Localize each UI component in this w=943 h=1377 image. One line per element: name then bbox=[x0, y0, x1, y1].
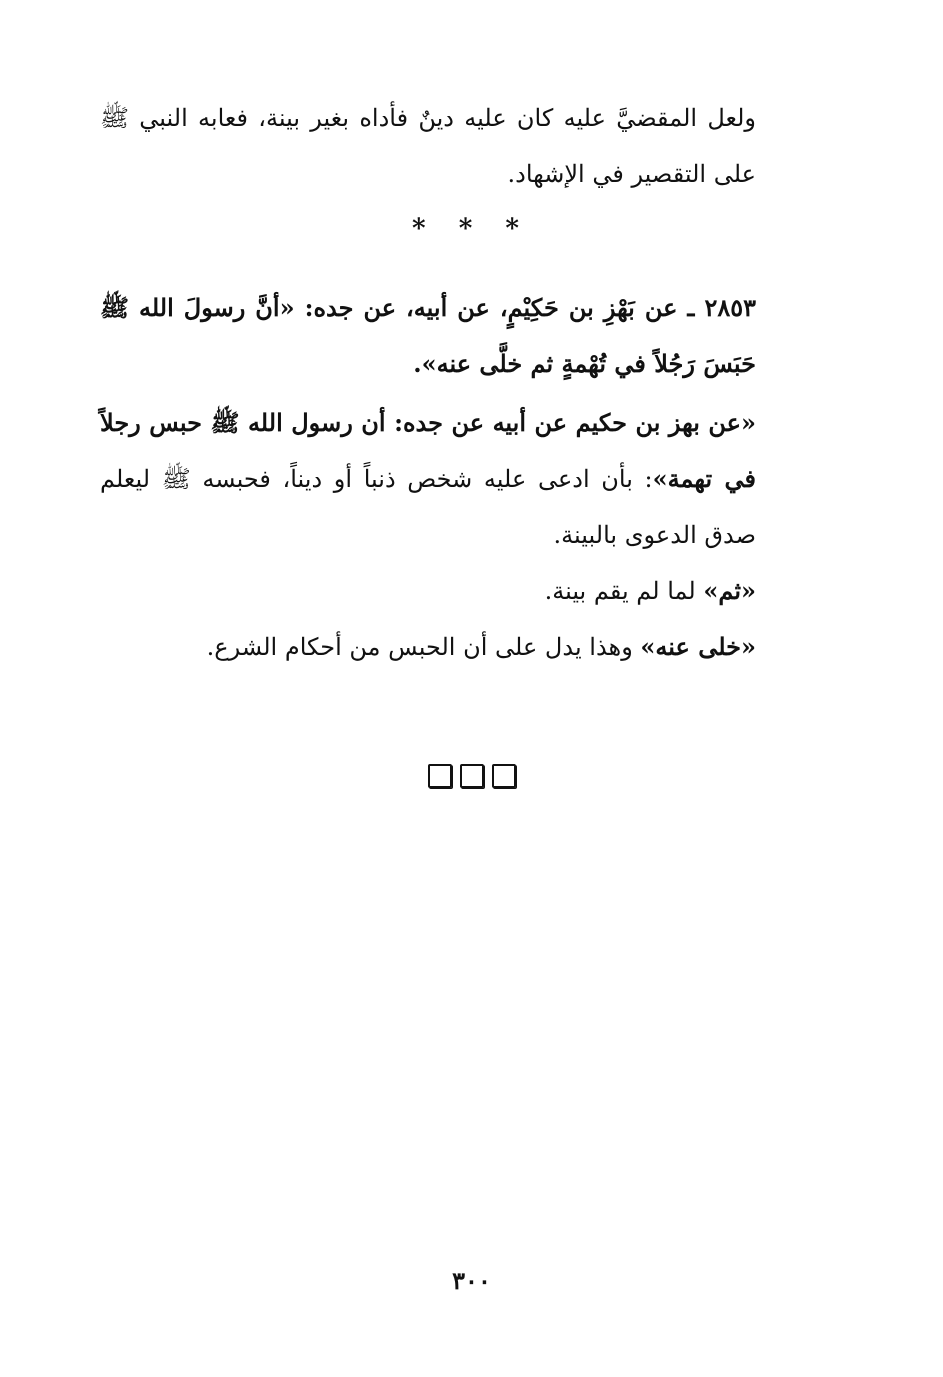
hadith-paragraph bbox=[100, 280, 812, 392]
commentary-quote-3: «خلى عنه» bbox=[640, 632, 756, 661]
commentary-paragraph-3 bbox=[100, 619, 812, 675]
chapter-end-ornament bbox=[0, 764, 943, 792]
commentary-explanation-2: لما لم يقم بينة. bbox=[544, 577, 704, 605]
square-ornament-icon bbox=[460, 764, 484, 788]
section-separator: * * * bbox=[412, 214, 531, 244]
commentary-paragraph-2 bbox=[100, 563, 812, 619]
commentary-section bbox=[100, 395, 812, 675]
square-ornament-icon bbox=[428, 764, 452, 788]
hadith-text: ٢٨٥٣ ـ عن بَهْزِ بن حَكِيْمٍ، عن أبيه، عن جده: «أنَّ رسولَ الله ﷺ حَبَسَ رَجُلاً في تُهْمةٍ ثم خلَّى عنه». bbox=[100, 293, 756, 378]
intro-paragraph bbox=[100, 90, 812, 202]
commentary-explanation-3: وهذا يدل على أن الحبس من أحكام الشرع. bbox=[206, 633, 641, 661]
commentary-paragraph-1 bbox=[100, 395, 812, 563]
page-number: ٣٠٠ bbox=[452, 1266, 491, 1295]
commentary-quote-2: «ثم» bbox=[703, 576, 756, 605]
commentary-quote-1: «عن بهز بن حكيم عن أبيه عن جده: أن رسول الله ﷺ حبس رجلاً في تهمة» bbox=[100, 408, 756, 493]
square-ornament-icon bbox=[492, 764, 516, 788]
commentary-explanation-1: : بأن ادعى عليه شخص ذنباً أو ديناً، فحبسه ﷺ ليعلم صدق الدعوى بالبينة. bbox=[100, 465, 756, 549]
intro-text: ولعل المقضيَّ عليه كان عليه دينٌ فأداه بغير بينة، فعابه النبي ﷺ على التقصير في الإشهاد. bbox=[100, 104, 756, 188]
